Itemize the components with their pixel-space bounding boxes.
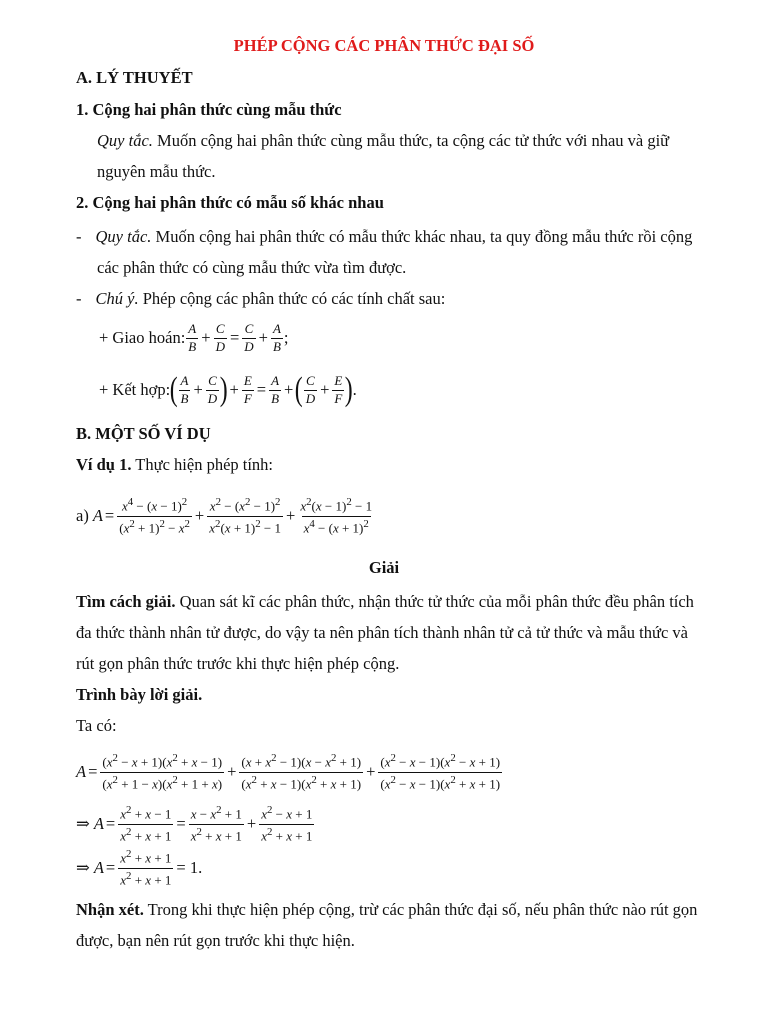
item2-rule — [76, 227, 692, 247]
approach-line-2: đa thức thành nhân tử được, do vậy ta nên phân tích thành nhân tử cả tử thức và mẫu thức và — [76, 623, 688, 642]
solution-heading: Giải — [368, 558, 400, 577]
approach-label: Tìm cách giải. — [76, 592, 176, 611]
dash: - — [76, 289, 82, 308]
remark-line-1: Nhận xét. Trong khi thực hiện phép cộng, trừ các phân thức đại số, nếu phân thức nào rút gọn — [76, 900, 698, 919]
item2-rule-label: Quy tắc. — [95, 227, 152, 246]
item1-rule-cont: nguyên mẫu thức. — [97, 162, 216, 181]
section-a-heading: A. LÝ THUYẾT — [76, 68, 193, 87]
item1-rule — [97, 131, 669, 151]
associative-label: + Kết hợp: — [99, 380, 171, 399]
item2-note — [76, 289, 445, 309]
presentation-heading: Trình bày lời giải. — [76, 685, 203, 704]
item2-note-label: Chú ý. — [95, 289, 139, 308]
item2-rule-cont: các phân thức có cùng mẫu thức vừa tìm được. — [97, 258, 407, 277]
we-have: Ta có: — [76, 716, 117, 735]
factored-expression: A = $\frac{(x^2 - x + 1)(x^2 + x - 1)}{(x^2 + 1 - x)(x^2 + 1 + x)}$ + $\frac{(x + x^2 - 1)(x - x^2 + 1)}{(x^2 + x - 1)(x^2 + x + 1)}$ + $\frac{(x^2 - x - 1)(x^2 - x + 1)}{(x^2 - x - 1)(x^2 + x + 1)}$ — [76, 752, 501, 791]
item1-rule-label: Quy tắc. — [97, 131, 153, 150]
commutative-formula: + Giao hoán: $\frac{A}{B}$ + $\frac{C}{D}$ = $\frac{C}{D}$ + $\frac{A}{B}$ ; — [99, 320, 289, 354]
item2-note-text: Phép cộng các phân thức có các tính chất sau: — [138, 289, 446, 308]
item1-heading: 1. Cộng hai phân thức cùng mẫu thức — [76, 100, 342, 119]
associative-formula: + Kết hợp: ( $\frac{A}{B}$ + $\frac{C}{D}$ ) + $\frac{E}{F}$ = $\frac{A}{B}$ + ( $\frac{C}{D}$ + $\frac{E}{F}$ ) . — [99, 371, 357, 408]
final-result: = 1. — [176, 858, 203, 877]
remark-line-2: được, bạn nên rút gọn trước khi thực hiện. — [76, 931, 355, 950]
page-title: PHÉP CỘNG CÁC PHÂN THỨC ĐẠI SỐ — [233, 36, 535, 55]
approach-line-1: Tìm cách giải. Quan sát kĩ các phân thức, nhận thức tử thức của mỗi phân thức đều phân tích — [76, 592, 694, 611]
example1-label: Ví dụ 1. — [76, 455, 132, 474]
example1-expression: a) A = $\frac{x^4 - (x - 1)^2}{(x^2 + 1)^2 - x^2}$ + $\frac{x^2 - (x^2 - 1)^2}{x^2(x + 1)^2 - 1}$ + $\frac{x^2(x - 1)^2 - 1}{x^4 - (x + 1)^2}$ — [76, 496, 373, 535]
dash: - — [76, 227, 82, 246]
remark-label: Nhận xét. — [76, 900, 144, 919]
section-b-heading: B. MỘT SỐ VÍ DỤ — [76, 424, 211, 443]
part-a-label: a) — [76, 506, 89, 525]
final-expression: ⇒ A = $\frac{x^2 + x + 1}{x^2 + x + 1}$ = 1. — [76, 848, 203, 887]
simplified-expression: ⇒ A = $\frac{x^2 + x - 1}{x^2 + x + 1}$ = $\frac{x - x^2 + 1}{x^2 + x + 1}$ + $\frac{x^2 - x + 1}{x^2 + x + 1}$ — [76, 804, 313, 843]
item1-rule-text: Muốn cộng hai phân thức cùng mẫu thức, ta cộng các tử thức với nhau và giữ — [152, 131, 670, 150]
commutative-label: + Giao hoán: — [99, 328, 186, 347]
approach-line-3: rút gọn phân thức trước khi thực hiện phép cộng. — [76, 654, 400, 673]
example1-text: Thực hiện phép tính: — [131, 455, 274, 474]
item2-rule-text: Muốn cộng hai phân thức có mẫu thức khác nhau, ta quy đồng mẫu thức rồi cộng — [151, 227, 693, 246]
example1-intro — [76, 455, 273, 475]
item2-heading: 2. Cộng hai phân thức có mẫu số khác nhau — [76, 193, 384, 212]
